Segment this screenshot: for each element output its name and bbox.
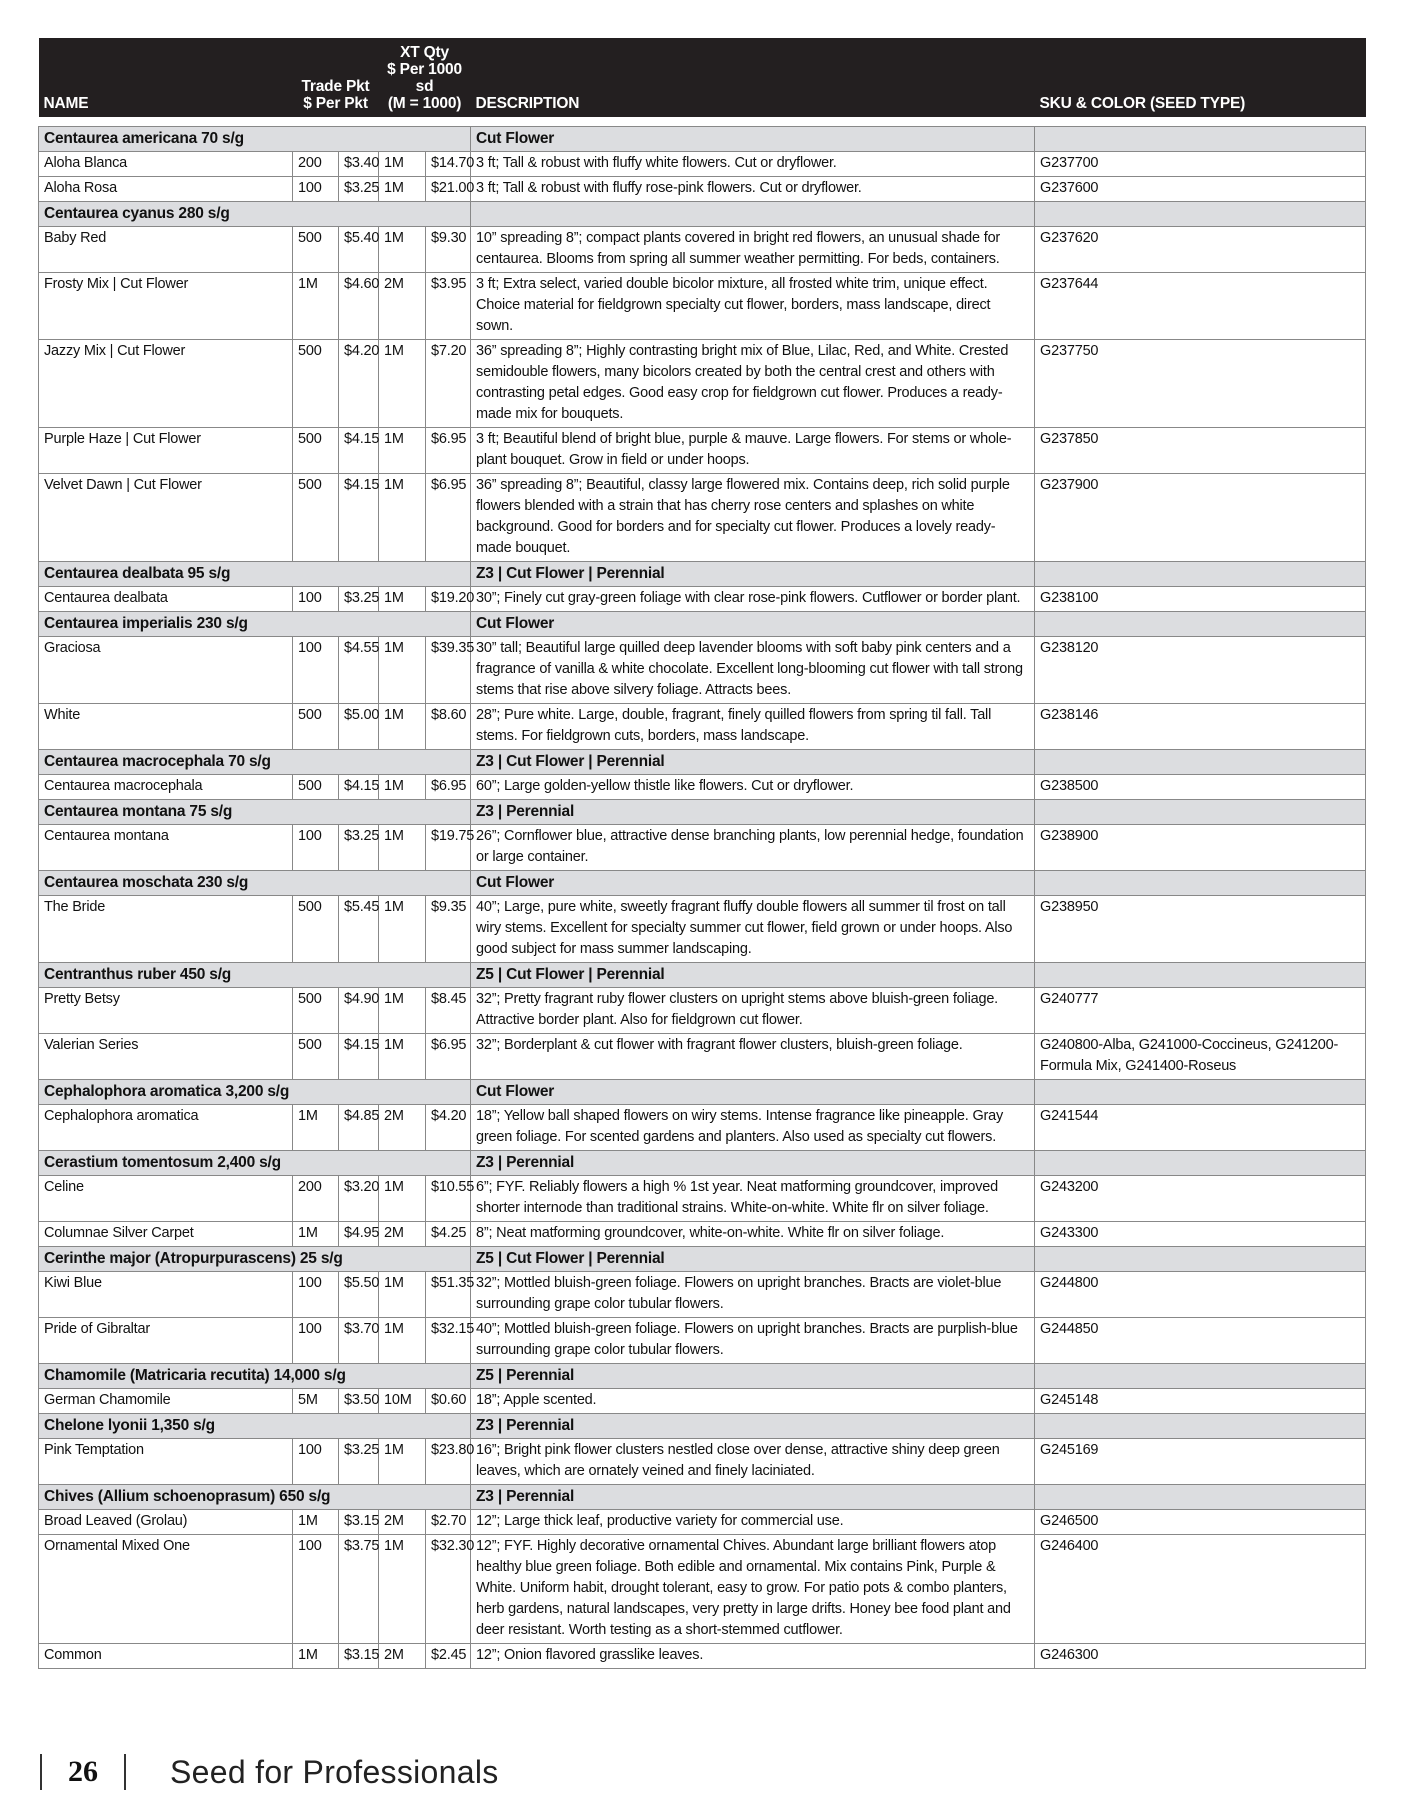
trade-pkt-qty: 500 bbox=[293, 704, 339, 750]
description: 12”; Onion flavored grasslike leaves. bbox=[471, 1644, 1035, 1669]
table-row bbox=[39, 1105, 1366, 1151]
table-row bbox=[39, 896, 1366, 963]
section-type: Z5 | Cut Flower | Perennial bbox=[471, 963, 1035, 988]
xt-qty: 1M bbox=[379, 1439, 426, 1485]
table-row bbox=[39, 340, 1366, 428]
variety-name: Valerian Series bbox=[39, 1034, 293, 1080]
table-row bbox=[39, 273, 1366, 340]
trade-pkt-price: $3.15 bbox=[339, 1644, 379, 1669]
section-sku-blank bbox=[1035, 963, 1366, 988]
section-type: Z3 | Cut Flower | Perennial bbox=[471, 562, 1035, 587]
description: 3 ft; Tall & robust with fluffy rose-pink flowers. Cut or dryflower. bbox=[471, 177, 1035, 202]
sku-code: G246500 bbox=[1035, 1510, 1366, 1535]
sku-code: G237700 bbox=[1035, 152, 1366, 177]
trade-pkt-price: $4.90 bbox=[339, 988, 379, 1034]
description: 30” tall; Beautiful large quilled deep lavender blooms with soft baby pink centers and a fragrance of vanilla & white chocolate. Excellent long-blooming cut flower with tall strong stems that rise above silvery foliage. Attracts bees. bbox=[471, 637, 1035, 704]
table-row bbox=[39, 152, 1366, 177]
table-row bbox=[39, 1034, 1366, 1080]
page-footer bbox=[40, 1752, 499, 1792]
xt-price: $8.45 bbox=[426, 988, 471, 1034]
variety-name: Pink Temptation bbox=[39, 1439, 293, 1485]
section-row bbox=[39, 202, 1366, 227]
trade-pkt-qty: 200 bbox=[293, 152, 339, 177]
section-title: Centaurea cyanus 280 s/g bbox=[39, 202, 471, 227]
xt-qty: 1M bbox=[379, 1318, 426, 1364]
header-name: NAME bbox=[39, 38, 293, 117]
trade-pkt-qty: 500 bbox=[293, 227, 339, 273]
section-type: Z5 | Cut Flower | Perennial bbox=[471, 1247, 1035, 1272]
table-row bbox=[39, 704, 1366, 750]
sku-code: G244850 bbox=[1035, 1318, 1366, 1364]
trade-pkt-qty: 1M bbox=[293, 1105, 339, 1151]
trade-pkt-qty: 500 bbox=[293, 988, 339, 1034]
section-sku-blank bbox=[1035, 871, 1366, 896]
table-row bbox=[39, 775, 1366, 800]
variety-name: White bbox=[39, 704, 293, 750]
table-row bbox=[39, 587, 1366, 612]
trade-pkt-qty: 5M bbox=[293, 1389, 339, 1414]
section-row bbox=[39, 1151, 1366, 1176]
trade-pkt-price: $4.20 bbox=[339, 340, 379, 428]
variety-name: Common bbox=[39, 1644, 293, 1669]
sku-code: G238146 bbox=[1035, 704, 1366, 750]
section-title: Cephalophora aromatica 3,200 s/g bbox=[39, 1080, 471, 1105]
xt-qty: 2M bbox=[379, 1644, 426, 1669]
section-row bbox=[39, 963, 1366, 988]
description: 36” spreading 8”; Beautiful, classy large flowered mix. Contains deep, rich solid purple flowers blended with a strain that has cherry rose centers and splashes on white background. Good for borders and for specialty cut flower. Produces a lovely ready-made bouquet. bbox=[471, 474, 1035, 562]
publication-title: Seed for Professionals bbox=[170, 1753, 499, 1790]
xt-qty: 1M bbox=[379, 152, 426, 177]
trade-pkt-price: $3.20 bbox=[339, 1176, 379, 1222]
trade-pkt-qty: 1M bbox=[293, 1222, 339, 1247]
trade-pkt-qty: 100 bbox=[293, 177, 339, 202]
xt-price: $10.55 bbox=[426, 1176, 471, 1222]
trade-pkt-qty: 500 bbox=[293, 1034, 339, 1080]
section-sku-blank bbox=[1035, 1485, 1366, 1510]
trade-pkt-price: $4.15 bbox=[339, 474, 379, 562]
trade-pkt-price: $3.25 bbox=[339, 1439, 379, 1485]
xt-qty: 2M bbox=[379, 1510, 426, 1535]
xt-price: $32.30 bbox=[426, 1535, 471, 1644]
section-type: Z3 | Perennial bbox=[471, 1414, 1035, 1439]
description: 16”; Bright pink flower clusters nestled close over dense, attractive shiny deep green leaves, which are ornately veined and finely laciniated. bbox=[471, 1439, 1035, 1485]
xt-price: $2.70 bbox=[426, 1510, 471, 1535]
trade-pkt-price: $3.40 bbox=[339, 152, 379, 177]
xt-qty: 1M bbox=[379, 340, 426, 428]
header-description: DESCRIPTION bbox=[471, 38, 1035, 117]
trade-pkt-qty: 100 bbox=[293, 1535, 339, 1644]
xt-qty: 2M bbox=[379, 1105, 426, 1151]
section-sku-blank bbox=[1035, 1247, 1366, 1272]
xt-qty: 1M bbox=[379, 474, 426, 562]
header-trade-pkt: Trade Pkt $ Per Pkt bbox=[293, 38, 379, 117]
sku-code: G237644 bbox=[1035, 273, 1366, 340]
table-row bbox=[39, 474, 1366, 562]
sku-code: G238950 bbox=[1035, 896, 1366, 963]
description: 32”; Borderplant & cut flower with fragrant flower clusters, bluish-green foliage. bbox=[471, 1034, 1035, 1080]
table-row bbox=[39, 177, 1366, 202]
trade-pkt-price: $4.15 bbox=[339, 428, 379, 474]
xt-price: $3.95 bbox=[426, 273, 471, 340]
description: 40”; Large, pure white, sweetly fragrant fluffy double flowers all summer til frost on tall wiry stems. Excellent for specialty summer cut flower, field grown or under hoops. Also good subject for mass summer landscaping. bbox=[471, 896, 1035, 963]
section-type: Cut Flower bbox=[471, 612, 1035, 637]
section-type: Cut Flower bbox=[471, 871, 1035, 896]
variety-name: Velvet Dawn | Cut Flower bbox=[39, 474, 293, 562]
description: 3 ft; Extra select, varied double bicolor mixture, all frosted white trim, unique effect. Choice material for fieldgrown specialty cut flower, borders, mass landscape, direct sown. bbox=[471, 273, 1035, 340]
trade-pkt-price: $4.60 bbox=[339, 273, 379, 340]
trade-pkt-price: $4.15 bbox=[339, 1034, 379, 1080]
section-sku-blank bbox=[1035, 1414, 1366, 1439]
variety-name: Columnae Silver Carpet bbox=[39, 1222, 293, 1247]
trade-pkt-price: $4.55 bbox=[339, 637, 379, 704]
section-type: Z3 | Perennial bbox=[471, 800, 1035, 825]
section-type: Cut Flower bbox=[471, 1080, 1035, 1105]
xt-qty: 1M bbox=[379, 227, 426, 273]
trade-pkt-price: $3.25 bbox=[339, 587, 379, 612]
trade-pkt-qty: 1M bbox=[293, 1510, 339, 1535]
variety-name: Kiwi Blue bbox=[39, 1272, 293, 1318]
table-row bbox=[39, 637, 1366, 704]
xt-qty: 10M bbox=[379, 1389, 426, 1414]
xt-price: $9.35 bbox=[426, 896, 471, 963]
trade-pkt-qty: 100 bbox=[293, 1439, 339, 1485]
section-sku-blank bbox=[1035, 1080, 1366, 1105]
section-row bbox=[39, 127, 1366, 152]
xt-price: $51.35 bbox=[426, 1272, 471, 1318]
section-row bbox=[39, 1485, 1366, 1510]
description: 3 ft; Tall & robust with fluffy white flowers. Cut or dryflower. bbox=[471, 152, 1035, 177]
table-row bbox=[39, 227, 1366, 273]
section-row bbox=[39, 1080, 1366, 1105]
xt-qty: 1M bbox=[379, 428, 426, 474]
trade-pkt-price: $4.15 bbox=[339, 775, 379, 800]
xt-price: $2.45 bbox=[426, 1644, 471, 1669]
section-type: Z3 | Perennial bbox=[471, 1151, 1035, 1176]
section-title: Chelone lyonii 1,350 s/g bbox=[39, 1414, 471, 1439]
section-title: Chamomile (Matricaria recutita) 14,000 s/g bbox=[39, 1364, 471, 1389]
xt-qty: 2M bbox=[379, 273, 426, 340]
variety-name: Jazzy Mix | Cut Flower bbox=[39, 340, 293, 428]
xt-price: $6.95 bbox=[426, 474, 471, 562]
table-body bbox=[39, 117, 1366, 1669]
section-title: Centranthus ruber 450 s/g bbox=[39, 963, 471, 988]
section-row bbox=[39, 750, 1366, 775]
description: 12”; FYF. Highly decorative ornamental Chives. Abundant large brilliant flowers atop healthy blue green foliage. Both edible and ornamental. Mix contains Pink, Purple & White. Uniform habit, drought tolerant, easy to grow. For patio pots & combo planters, herb gardens, natural landscapes, very pretty in large drifts. Honey bee food plant and deer resistant. Worth testing as a short-stemmed cutflower. bbox=[471, 1535, 1035, 1644]
xt-price: $9.30 bbox=[426, 227, 471, 273]
sku-code: G246300 bbox=[1035, 1644, 1366, 1669]
trade-pkt-qty: 500 bbox=[293, 340, 339, 428]
sku-code: G244800 bbox=[1035, 1272, 1366, 1318]
sku-code: G245169 bbox=[1035, 1439, 1366, 1485]
trade-pkt-price: $4.85 bbox=[339, 1105, 379, 1151]
xt-qty: 1M bbox=[379, 775, 426, 800]
header-xt-qty: XT Qty $ Per 1000 sd (M = 1000) bbox=[379, 38, 471, 117]
description: 28”; Pure white. Large, double, fragrant, finely quilled flowers from spring til fall. Tall stems. For fieldgrown cuts, borders, mass landscape. bbox=[471, 704, 1035, 750]
trade-pkt-qty: 200 bbox=[293, 1176, 339, 1222]
table-row bbox=[39, 1510, 1366, 1535]
xt-price: $14.70 bbox=[426, 152, 471, 177]
sku-code: G246400 bbox=[1035, 1535, 1366, 1644]
table-row bbox=[39, 1176, 1366, 1222]
xt-qty: 1M bbox=[379, 704, 426, 750]
description: 32”; Pretty fragrant ruby flower clusters on upright stems above bluish-green foliage. Attractive border plant. Also for fieldgrown cut flower. bbox=[471, 988, 1035, 1034]
sku-code: G240800-Alba, G241000-Coccineus, G241200-Formula Mix, G241400-Roseus bbox=[1035, 1034, 1366, 1080]
section-type bbox=[471, 202, 1035, 227]
variety-name: Graciosa bbox=[39, 637, 293, 704]
xt-qty: 1M bbox=[379, 177, 426, 202]
xt-price: $0.60 bbox=[426, 1389, 471, 1414]
xt-qty: 1M bbox=[379, 1034, 426, 1080]
section-row bbox=[39, 871, 1366, 896]
description: 6”; FYF. Reliably flowers a high % 1st year. Neat matforming groundcover, improved shorter internode than traditional strains. White-on-white. White flr on silver foliage. bbox=[471, 1176, 1035, 1222]
variety-name: Centaurea dealbata bbox=[39, 587, 293, 612]
xt-price: $7.20 bbox=[426, 340, 471, 428]
table-row bbox=[39, 428, 1366, 474]
table-row bbox=[39, 1389, 1366, 1414]
variety-name: Purple Haze | Cut Flower bbox=[39, 428, 293, 474]
trade-pkt-qty: 500 bbox=[293, 775, 339, 800]
catalog-page bbox=[38, 38, 1365, 1669]
variety-name: Pretty Betsy bbox=[39, 988, 293, 1034]
xt-price: $21.00 bbox=[426, 177, 471, 202]
sku-code: G240777 bbox=[1035, 988, 1366, 1034]
xt-price: $39.35 bbox=[426, 637, 471, 704]
xt-price: $19.20 bbox=[426, 587, 471, 612]
section-title: Cerastium tomentosum 2,400 s/g bbox=[39, 1151, 471, 1176]
trade-pkt-qty: 100 bbox=[293, 825, 339, 871]
section-title: Cerinthe major (Atropurpurascens) 25 s/g bbox=[39, 1247, 471, 1272]
section-sku-blank bbox=[1035, 612, 1366, 637]
trade-pkt-qty: 500 bbox=[293, 474, 339, 562]
trade-pkt-price: $5.45 bbox=[339, 896, 379, 963]
variety-name: The Bride bbox=[39, 896, 293, 963]
xt-price: $6.95 bbox=[426, 775, 471, 800]
table-row bbox=[39, 1318, 1366, 1364]
sku-code: G237620 bbox=[1035, 227, 1366, 273]
sku-code: G238500 bbox=[1035, 775, 1366, 800]
sku-code: G237850 bbox=[1035, 428, 1366, 474]
table-row bbox=[39, 1644, 1366, 1669]
description: 18”; Yellow ball shaped flowers on wiry stems. Intense fragrance like pineapple. Gray green foliage. For scented gardens and planters. Also used as specialty cut flowers. bbox=[471, 1105, 1035, 1151]
xt-qty: 1M bbox=[379, 587, 426, 612]
section-row bbox=[39, 1364, 1366, 1389]
trade-pkt-qty: 100 bbox=[293, 587, 339, 612]
variety-name: Centaurea macrocephala bbox=[39, 775, 293, 800]
trade-pkt-price: $5.00 bbox=[339, 704, 379, 750]
section-type: Z3 | Cut Flower | Perennial bbox=[471, 750, 1035, 775]
section-sku-blank bbox=[1035, 127, 1366, 152]
variety-name: Aloha Rosa bbox=[39, 177, 293, 202]
table-header bbox=[39, 38, 1366, 117]
sku-code: G243200 bbox=[1035, 1176, 1366, 1222]
trade-pkt-price: $3.25 bbox=[339, 825, 379, 871]
description: 8”; Neat matforming groundcover, white-on-white. White flr on silver foliage. bbox=[471, 1222, 1035, 1247]
xt-price: $19.75 bbox=[426, 825, 471, 871]
description: 3 ft; Beautiful blend of bright blue, purple & mauve. Large flowers. For stems or whole-plant bouquet. Grow in field or under hoops. bbox=[471, 428, 1035, 474]
xt-price: $23.80 bbox=[426, 1439, 471, 1485]
variety-name: Cephalophora aromatica bbox=[39, 1105, 293, 1151]
xt-qty: 1M bbox=[379, 637, 426, 704]
sku-code: G241544 bbox=[1035, 1105, 1366, 1151]
xt-price: $4.20 bbox=[426, 1105, 471, 1151]
section-title: Chives (Allium schoenoprasum) 650 s/g bbox=[39, 1485, 471, 1510]
xt-qty: 1M bbox=[379, 1535, 426, 1644]
variety-name: German Chamomile bbox=[39, 1389, 293, 1414]
trade-pkt-price: $3.50 bbox=[339, 1389, 379, 1414]
section-row bbox=[39, 800, 1366, 825]
variety-name: Aloha Blanca bbox=[39, 152, 293, 177]
xt-qty: 1M bbox=[379, 825, 426, 871]
variety-name: Celine bbox=[39, 1176, 293, 1222]
section-row bbox=[39, 1247, 1366, 1272]
xt-qty: 1M bbox=[379, 1176, 426, 1222]
section-row bbox=[39, 612, 1366, 637]
sku-code: G243300 bbox=[1035, 1222, 1366, 1247]
trade-pkt-price: $4.95 bbox=[339, 1222, 379, 1247]
description: 26”; Cornflower blue, attractive dense branching plants, low perennial hedge, foundation or large container. bbox=[471, 825, 1035, 871]
xt-price: $6.95 bbox=[426, 428, 471, 474]
trade-pkt-qty: 100 bbox=[293, 1272, 339, 1318]
trade-pkt-price: $3.70 bbox=[339, 1318, 379, 1364]
xt-qty: 1M bbox=[379, 1272, 426, 1318]
trade-pkt-qty: 100 bbox=[293, 637, 339, 704]
section-title: Centaurea moschata 230 s/g bbox=[39, 871, 471, 896]
section-row bbox=[39, 1414, 1366, 1439]
sku-code: G238100 bbox=[1035, 587, 1366, 612]
description: 18”; Apple scented. bbox=[471, 1389, 1035, 1414]
table-row bbox=[39, 1272, 1366, 1318]
variety-name: Broad Leaved (Grolau) bbox=[39, 1510, 293, 1535]
trade-pkt-price: $5.50 bbox=[339, 1272, 379, 1318]
section-sku-blank bbox=[1035, 1151, 1366, 1176]
description: 32”; Mottled bluish-green foliage. Flowers on upright branches. Bracts are violet-blue surrounding grape color tubular flowers. bbox=[471, 1272, 1035, 1318]
xt-qty: 2M bbox=[379, 1222, 426, 1247]
section-title: Centaurea macrocephala 70 s/g bbox=[39, 750, 471, 775]
sku-code: G237750 bbox=[1035, 340, 1366, 428]
trade-pkt-price: $5.40 bbox=[339, 227, 379, 273]
description: 40”; Mottled bluish-green foliage. Flowers on upright branches. Bracts are purplish-blue surrounding grape color tubular flowers. bbox=[471, 1318, 1035, 1364]
variety-name: Centaurea montana bbox=[39, 825, 293, 871]
trade-pkt-qty: 500 bbox=[293, 896, 339, 963]
section-title: Centaurea americana 70 s/g bbox=[39, 127, 471, 152]
sku-code: G237600 bbox=[1035, 177, 1366, 202]
variety-name: Frosty Mix | Cut Flower bbox=[39, 273, 293, 340]
section-type: Z5 | Perennial bbox=[471, 1364, 1035, 1389]
section-type: Z3 | Perennial bbox=[471, 1485, 1035, 1510]
section-title: Centaurea dealbata 95 s/g bbox=[39, 562, 471, 587]
table-row bbox=[39, 1439, 1366, 1485]
description: 10” spreading 8”; compact plants covered in bright red flowers, an unusual shade for centaurea. Blooms from spring all summer weather permitting. For beds, containers. bbox=[471, 227, 1035, 273]
sku-code: G238900 bbox=[1035, 825, 1366, 871]
xt-price: $4.25 bbox=[426, 1222, 471, 1247]
xt-price: $6.95 bbox=[426, 1034, 471, 1080]
variety-name: Pride of Gibraltar bbox=[39, 1318, 293, 1364]
xt-price: $8.60 bbox=[426, 704, 471, 750]
description: 36” spreading 8”; Highly contrasting bright mix of Blue, Lilac, Red, and White. Crested semidouble flowers, many bicolors created by both the central crest and others with contrasting petal edges. Good easy crop for fieldgrown cut flower. Produces a ready-made mix for bouquets. bbox=[471, 340, 1035, 428]
trade-pkt-price: $3.75 bbox=[339, 1535, 379, 1644]
section-title: Centaurea imperialis 230 s/g bbox=[39, 612, 471, 637]
section-row bbox=[39, 562, 1366, 587]
description: 12”; Large thick leaf, productive variety for commercial use. bbox=[471, 1510, 1035, 1535]
sku-code: G238120 bbox=[1035, 637, 1366, 704]
description: 30”; Finely cut gray-green foliage with clear rose-pink flowers. Cutflower or border plant. bbox=[471, 587, 1035, 612]
xt-qty: 1M bbox=[379, 896, 426, 963]
description: 60”; Large golden-yellow thistle like flowers. Cut or dryflower. bbox=[471, 775, 1035, 800]
variety-name: Ornamental Mixed One bbox=[39, 1535, 293, 1644]
section-sku-blank bbox=[1035, 202, 1366, 227]
section-sku-blank bbox=[1035, 1364, 1366, 1389]
sku-code: G237900 bbox=[1035, 474, 1366, 562]
table-row bbox=[39, 825, 1366, 871]
trade-pkt-qty: 1M bbox=[293, 1644, 339, 1669]
table-row bbox=[39, 1535, 1366, 1644]
trade-pkt-qty: 1M bbox=[293, 273, 339, 340]
page-number: 26 bbox=[68, 1755, 98, 1788]
sku-code: G245148 bbox=[1035, 1389, 1366, 1414]
trade-pkt-qty: 100 bbox=[293, 1318, 339, 1364]
xt-qty: 1M bbox=[379, 988, 426, 1034]
xt-price: $32.15 bbox=[426, 1318, 471, 1364]
seed-catalog-table bbox=[38, 38, 1366, 1669]
header-sku: SKU & COLOR (SEED TYPE) bbox=[1035, 38, 1366, 117]
trade-pkt-price: $3.25 bbox=[339, 177, 379, 202]
section-sku-blank bbox=[1035, 750, 1366, 775]
section-type: Cut Flower bbox=[471, 127, 1035, 152]
section-sku-blank bbox=[1035, 562, 1366, 587]
table-row bbox=[39, 988, 1366, 1034]
table-row bbox=[39, 1222, 1366, 1247]
section-title: Centaurea montana 75 s/g bbox=[39, 800, 471, 825]
trade-pkt-qty: 500 bbox=[293, 428, 339, 474]
trade-pkt-price: $3.15 bbox=[339, 1510, 379, 1535]
variety-name: Baby Red bbox=[39, 227, 293, 273]
section-sku-blank bbox=[1035, 800, 1366, 825]
